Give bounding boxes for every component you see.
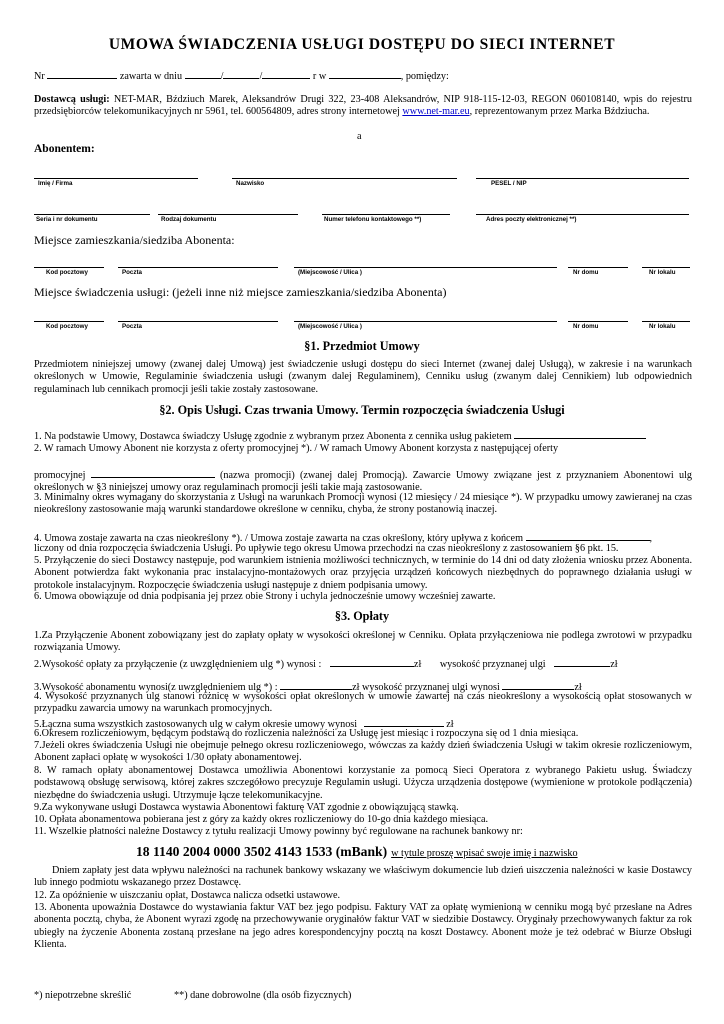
postal-code-label: Kod pocztowy (46, 269, 88, 276)
house-number-label: Nr domu (573, 269, 599, 276)
section-2-paragraph-6: 6. Umowa obowiązuje od dnia podpisania jej przez obie Strony i uchyla jednocześnie umowy wcześniej zawarte. (34, 591, 496, 602)
house-number-field[interactable] (568, 267, 628, 268)
section-2-paragraph-4: 4. Umowa zostaje zawarta na czas nieokreślony *). / Umowa zostaje zawarta na czas określony, który upływa z końcem , (34, 530, 692, 545)
section-2-p1-text: 1. Na podstawie Umowy, Dostawca świadczy Usługę zgodnie z wybranym przez Abonenta z cennika usług pakietem (34, 431, 512, 442)
date-slash: / (220, 71, 224, 82)
connection-fee-field[interactable] (330, 656, 414, 667)
section-2-paragraph-2b (34, 467, 692, 495)
surname-field[interactable] (232, 178, 457, 179)
connection-discount-text: wysokość przyznanej ulgi (439, 659, 546, 670)
section-3-paragraph-6: 6.Okresem rozliczeniowym, będącym podstawą do rozliczenia należności za Usługę jest miesiąc i rozpoczyna się od 1 dnia miesiąca. (34, 728, 579, 739)
service-house-number-field[interactable] (568, 321, 628, 322)
zl-unit: zł (610, 659, 618, 670)
section-3-paragraph-10: 10. Opłata abonamentowa pobierana jest z góry za każdy okres rozliczeniowy do 10-go dnia każdego miesiąca. (34, 814, 489, 825)
section-3-paragraph-11: 11. Wszelkie płatności należne Dostawcy z tytułu realizacji Umowy powinny być regulowane na rachunek bankowy nr: (34, 826, 523, 837)
service-postal-code-label: Kod pocztowy (46, 323, 88, 330)
zl-unit: zł (574, 682, 582, 693)
nr-field[interactable] (47, 68, 117, 79)
footnote-1: *) niepotrzebne skreślić (34, 990, 132, 1001)
section-2-title: §2. Opis Usługi. Czas trwania Umowy. Termin rozpoczęcia świadczenia Usługi (159, 403, 565, 417)
provider-label: Dostawcą usługi: (34, 94, 110, 105)
subscription-fee-text: 3.Wysokość abonamentu wynosi(z uwzględnieniem ulg *) : (34, 682, 278, 693)
section-3-paragraph-11b: Dniem zapłaty jest data wpływu należności na rachunek bankowy wskazany we właściwym dokumencie lub dzień uiszczenia należności w kasie Dostawcy lub innego podmiotu wskazanego przez Dostawcę. (34, 865, 692, 889)
email-field[interactable] (476, 214, 689, 215)
section-2-paragraph-5: 5. Przyłączenie do sieci Dostawcy następuje, pod warunkiem istnienia możliwości technicznych, w terminie do 14 dni od daty złożenia wniosku przez Abonenta. Abonent potwierdza fakt wykonania prac instalacyjno-montażowych oraz przyjęcia urządzeń końcowych niezbędnych do poprawnego działania usługi w protokole instalacyjnym. Rozpoczęcie świadczenia usługi następuje z dniem podpisania umowy. (34, 555, 692, 591)
section-1-title: §1. Przedmiot Umowy (304, 339, 420, 353)
section-3-title: §3. Opłaty (334, 609, 390, 623)
postal-code-field[interactable] (34, 267, 104, 268)
service-city-street-field[interactable] (294, 321, 557, 322)
section-2-paragraph-4b: liczony od dnia rozpoczęcia świadczenia Usługi. Po upływie tego okresu Umowa przechodzi na czas nieokreślony z zastosowaniem §6 pkt. 15. (34, 543, 619, 554)
phone-field[interactable] (322, 214, 450, 215)
bank-account-line (136, 843, 696, 861)
service-postal-code-field[interactable] (34, 321, 104, 322)
promo-post-text: (nazwa promocji) (zwanej dalej Promocją). Zawarcie Umowy związane jest z przyznaniem Abonentowi ulg określonych w §3 niniejszej umowy oraz regulaminach promocji jeśli takie mają zastosowanie. (34, 470, 693, 494)
bank-account-note: w tytule proszę wpisać swoje imię i nazwisko (391, 848, 578, 859)
section-2-paragraph-1 (34, 428, 692, 443)
pesel-label: PESEL / NIP (491, 180, 527, 187)
apartment-number-field[interactable] (642, 267, 690, 268)
surname-label: Nazwisko (236, 180, 265, 187)
provider-text: NET-MAR, Bździuch Marek, Aleksandrów Drugi 322, 23-408 Aleksandrów, NIP 918-115-12-03, REGON 060108140, wpis do rejestru przedsiębiorców telekomunikacyjnych nr 5961, tel. 600564809, adres strony internetowej (34, 94, 692, 118)
year-field[interactable] (262, 68, 310, 79)
zl-unit: zł (413, 659, 422, 670)
subscriber-label: Abonentem: (34, 143, 95, 155)
service-apartment-number-field[interactable] (642, 321, 690, 322)
section-2-p4-text: 4. Umowa zostaje zawarta na czas nieokreślony *). / Umowa zostaje zawarta na czas określony, który upływa z końcem (34, 533, 523, 544)
date-slash: / (259, 71, 263, 82)
connection-discount-field[interactable] (554, 656, 610, 667)
subscription-discount-field[interactable] (502, 679, 574, 690)
document-title: UMOWA ŚWIADCZENIA USŁUGI DOSTĘPU DO SIECI INTERNET (108, 36, 616, 53)
document-number-field[interactable] (34, 214, 150, 215)
city-street-field[interactable] (294, 267, 557, 268)
document-type-field[interactable] (158, 214, 298, 215)
pomiedzy-label: , pomiędzy: (400, 71, 449, 82)
section-3-paragraph-12: 12. Za opóźnienie w uiszczaniu opłat, Dostawca nalicza odsetki ustawowe. (34, 890, 341, 901)
apartment-number-label: Nr lokalu (649, 269, 676, 276)
provider-text-2: , reprezentowanym przez Marka Bździucha. (469, 106, 650, 118)
service-apartment-number-label: Nr lokalu (649, 323, 676, 330)
section-1-text: Przedmiotem niniejszej umowy (zwanej dalej Umową) jest świadczenie usługi dostępu do sieci Internet (zwanej dalej Usługą), w zakresie i na warunkach określonych w Umowie, Regulaminie świadczenia usługi (zwanym dalej Regulaminem), Cenniku usług (zwanym dalej Cennikiem) lub odpowiednich regulaminach lub cennikach promocji jeśli takie zostały zastosowane. (34, 359, 692, 395)
service-post-office-label: Poczta (122, 323, 142, 330)
service-post-office-field[interactable] (118, 321, 278, 322)
email-label: Adres poczty elektronicznej **) (486, 216, 577, 223)
place-field[interactable] (329, 68, 401, 79)
residence-heading: Miejsce zamieszkania/siedziba Abonenta: (34, 233, 235, 247)
document-number-label: Seria i nr dokumentu (36, 216, 98, 223)
subscription-discount-text: zł wysokość przyznanej ulgi wynosi (352, 682, 500, 693)
provider-paragraph (34, 94, 692, 119)
section-3-paragraph-1: 1.Za Przyłączenie Abonent zobowiązany jest do zapłaty opłaty w wysokości określonej w Cenniku. Opłata przyłączeniowa nie podlega zwrotowi w przypadku rozwiązania Umowy. (34, 630, 692, 654)
section-3-paragraph-2 (34, 656, 692, 671)
provider-website-link[interactable]: www.net-mar.eu (402, 106, 470, 118)
contract-header-line (34, 68, 694, 83)
service-location-heading: Miejsce świadczenia usługi: (jeżeli inne niż miejsce zamieszkania/siedziba Abonenta) (34, 285, 447, 299)
zl-unit: zł (446, 719, 454, 730)
section-3-paragraph-13: 13. Abonenta upoważnia Dostawce do wystawiania faktur VAT bez jego podpisu. Faktury VAT za opłatę wymienioną w cenniku mogą być przesłane na Adres abonenta pocztą, chyba, że Abonent wyrazi zgodę na przechowywanie oryginałów faktur VAT w siedzibie Dostawcy. Oryginały przechowywanych faktur za rok ubiegły na życzenie Abonenta zostaną przesłane na jego adres korespondencyjny pocztą na koszt Dostawcy. Abonent może je też odebrać w Biurze Obsługi Klienta. (34, 902, 692, 950)
subscription-fee-field[interactable] (280, 679, 352, 690)
package-field[interactable] (514, 428, 646, 439)
total-discount-text: 5.Łączna suma wszystkich zastosowanych ulg w całym okresie umowy wynosi (34, 719, 358, 730)
post-office-label: Poczta (122, 269, 142, 276)
section-3-paragraph-7: 7.Jeżeli okres świadczenia Usługi nie obejmuje pełnego okresu rozliczeniowego, wówczas za każdy dzień świadczenia Usługi w takim okresie rozliczeniowym, Abonent zapłaci opłatę w wysokości 1/30 opłaty abonamentowej. (34, 740, 692, 764)
service-city-street-label: (Miejscowość / Ulica ) (298, 323, 362, 330)
connection-fee-text: 2.Wysokość opłaty za przyłączenie (z uwzględnieniem ulg *) wynosi : (34, 659, 322, 670)
section-3-paragraph-8: 8. W ramach opłaty abonamentowej Dostawca umożliwia Abonentowi korzystanie za pomocą Sieci Operatora z wybranego Pakietu usług. Świadczy podstawową obsługę serwisową, której zakres szczegółowo precyzuje Regulamin usługi. Użycza urządzenia dostępowe (wymienione w protokole podłączenia) niezbędne do świadczenia usługi. Utrzymuje łącze telekomunikacyjne. (34, 765, 692, 801)
section-2-paragraph-2: 2. W ramach Umowy Abonent nie korzysta z oferty promocyjnej *). / W ramach Umowy Abonent korzysta z następującej oferty (34, 443, 559, 454)
r-label: r (312, 71, 317, 82)
footnote-2: **) dane dobrowolne (dla osób fizycznych) (174, 990, 352, 1001)
document-type-label: Rodzaj dokumentu (161, 216, 217, 223)
month-field[interactable] (223, 68, 259, 79)
phone-label: Numer telefonu kontaktowego **) (324, 216, 422, 223)
promotion-name-field[interactable] (91, 467, 215, 478)
service-house-number-label: Nr domu (573, 323, 599, 330)
city-street-label: (Miejscowość / Ulica ) (298, 269, 362, 276)
contract-end-field[interactable] (526, 530, 650, 541)
conjunction-a: a (357, 131, 362, 142)
section-3-paragraph-4: 4. Wysokość przyznanych ulg stanowi różnicę w wysokości opłat określonych w umowie zawartej na czas nieokreślony a wysokością opłat stosowanych w przypadku zawarcia umowy na warunkach promocyjnych. (34, 691, 692, 715)
promo-pre-text: promocyjnej (34, 470, 86, 481)
name-field[interactable] (34, 178, 198, 179)
post-office-field[interactable] (118, 267, 278, 268)
nr-label: Nr (34, 71, 45, 82)
section-2-paragraph-3: 3. Minimalny okres wymagany do skorzystania z Usługi na warunkach Promocji wynosi (12 miesięcy / 24 miesiące *). W przypadku umowy zawieranej na czas nieokreślony zastosowanie mają warunki standardowe określone w cenniku, chyba, że strony postanowią inaczej. (34, 492, 692, 516)
w-label: w (318, 71, 327, 82)
bank-account-number: 18 1140 2004 0000 3502 4143 1533 (mBank) (136, 844, 388, 859)
section-3-paragraph-9: 9.Za wykonywane usługi Dostawca wystawia Abonentowi fakturę VAT zgodnie z obowiązującą stawką. (34, 802, 459, 813)
pesel-field[interactable] (476, 178, 689, 179)
zawarta-label: zawarta w dniu (119, 71, 183, 82)
total-discount-field[interactable] (364, 716, 444, 727)
day-field[interactable] (185, 68, 221, 79)
name-label: Imię / Firma (38, 180, 73, 187)
